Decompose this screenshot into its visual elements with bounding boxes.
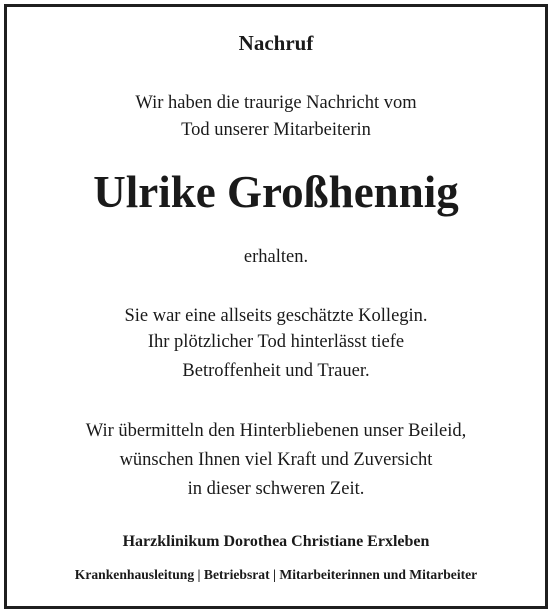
intro-line-1: Wir haben die traurige Nachricht vom — [135, 93, 417, 113]
notice-title: Nachruf — [238, 31, 314, 55]
paragraph-2-line-3: in dieser schweren Zeit. — [187, 479, 365, 499]
paragraph-1-line-2: Ihr plötzlicher Tod hinterlässt tiefe — [147, 332, 405, 352]
deceased-name: Ulrike Großhennig — [93, 167, 459, 217]
received-text: erhalten. — [243, 247, 309, 267]
paragraph-1-line-3: Betroffenheit und Trauer. — [182, 361, 370, 381]
organization-name: Harzklinikum Dorothea Christiane Erxleben — [122, 533, 430, 550]
paragraph-1-line-1: Sie war eine allseits geschätzte Kollegin. — [124, 306, 428, 326]
paragraph-2-line-2: wünschen Ihnen viel Kraft und Zuversicht — [119, 450, 433, 470]
departments-signature: Krankenhausleitung | Betriebsrat | Mitarbeiterinnen und Mitarbeiter — [74, 567, 478, 582]
intro-line-2: Tod unserer Mitarbeiterin — [181, 120, 371, 140]
paragraph-2-line-1: Wir übermitteln den Hinterbliebenen unser Beileid, — [85, 421, 467, 441]
